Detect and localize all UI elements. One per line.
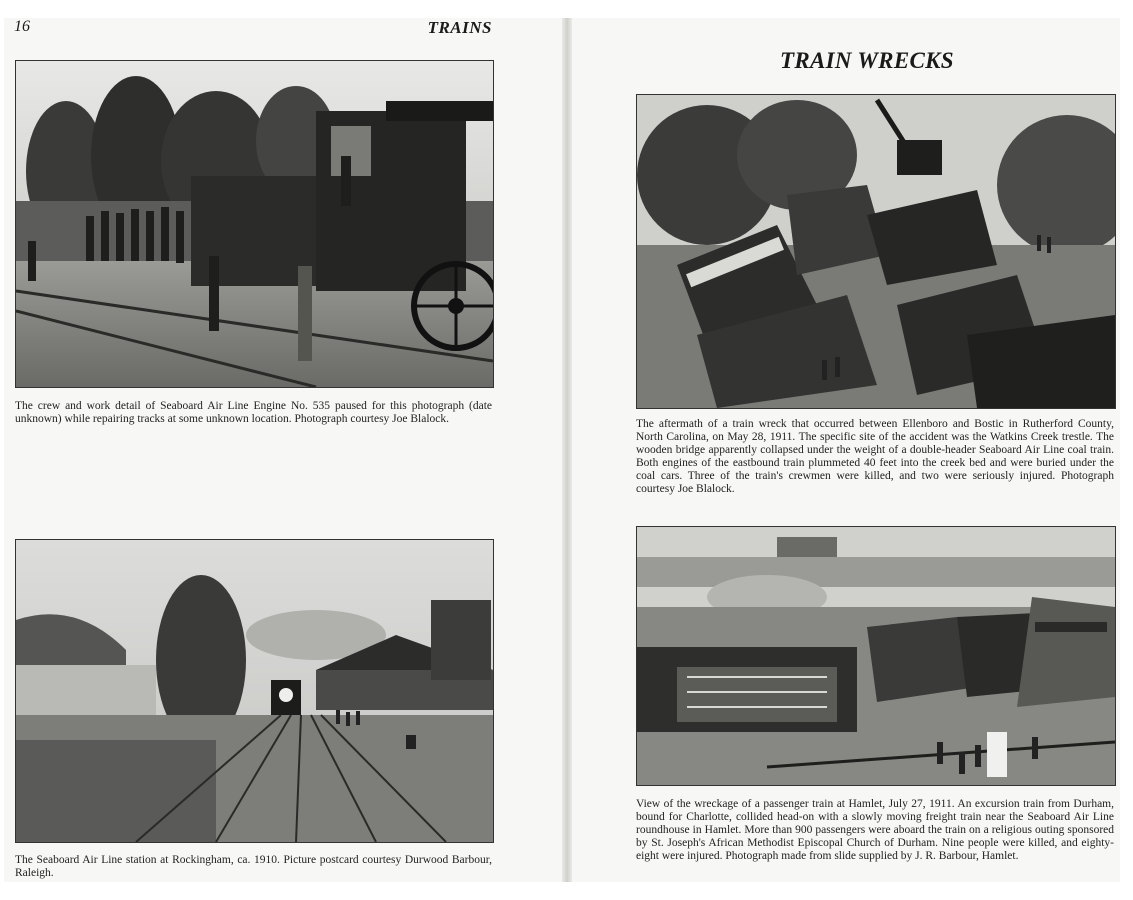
photo-rockingham-station	[15, 539, 494, 843]
left-page	[4, 18, 564, 882]
caption-rockingham-station: The Seaboard Air Line station at Rockingham, ca. 1910. Picture postcard courtesy Durwood Barbour, Raleigh.	[15, 854, 492, 879]
caption-hamlet-wreck: View of the wreckage of a passenger train at Hamlet, July 27, 1911. An excursion train from Durham, bound for Charlotte, collided head-on with a slowly moving freight train near the Seaboard Air Line roundhouse in Hamlet. More than 900 passengers were aboard the train on a religious outing sponsored by St. Joseph's African Methodist Episcopal Church of Durham. Nine people were killed, and eighty-eight were injured. Photograph made from slide supplied by J. R. Barbour, Hamlet.	[636, 798, 1114, 862]
right-page	[572, 18, 1120, 882]
photo-hamlet-wreck	[636, 526, 1116, 786]
section-title: TRAIN WRECKS	[780, 48, 954, 73]
caption-engine-crew: The crew and work detail of Seaboard Air Line Engine No. 535 paused for this photograph (date unknown) while repairing tracks at some unknown location. Photograph courtesy Joe Blalock.	[15, 400, 492, 425]
running-head: TRAINS	[427, 18, 492, 37]
caption-watkins-creek-wreck: The aftermath of a train wreck that occurred between Ellenboro and Bostic in Rutherford County, North Carolina, on May 28, 1911. The specific site of the accident was the Watkins Creek trestle. The wooden bridge apparently collapsed under the weight of a double-header Seaboard Air Line coal train. Both engines of the eastbound train plummeted 40 feet into the creek bed and were buried under the coal cars. Three of the train's crewmen were killed, and two were seriously injured. Photograph courtesy Joe Blalock.	[636, 418, 1114, 495]
page-number: 16	[14, 18, 30, 35]
photo-engine-crew	[15, 60, 494, 388]
photo-watkins-creek-wreck	[636, 94, 1116, 409]
